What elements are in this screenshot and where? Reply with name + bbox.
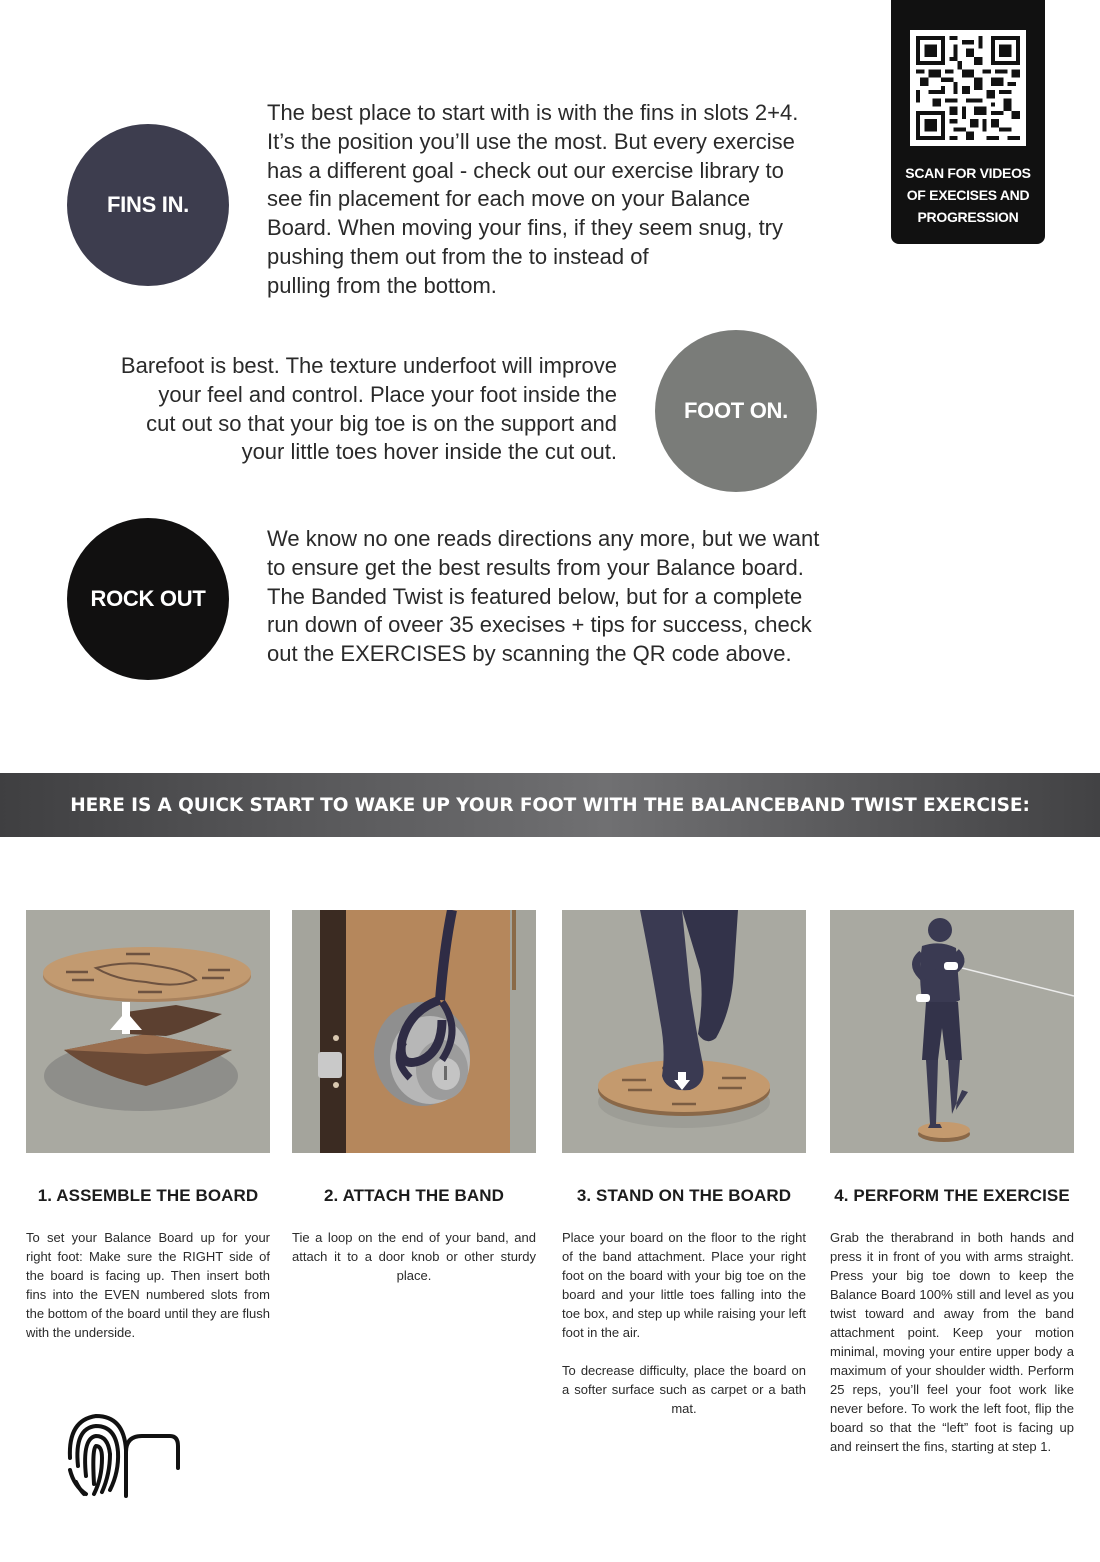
rock-out-badge: ROCK OUT <box>67 518 229 680</box>
step-paragraph: To decrease difficulty, place the board on a softer surface such as carpet or a bath mat. <box>562 1363 806 1416</box>
text-line: out the EXERCISES by scanning the QR code above. <box>267 641 792 667</box>
text-line: pulling from the bottom. <box>267 272 497 298</box>
qr-card <box>891 0 1045 244</box>
text-line: We know no one reads directions any more, but we want <box>267 526 820 551</box>
quick-start-banner <box>0 773 1100 837</box>
step-1-body <box>26 1228 270 1342</box>
qr-code[interactable] <box>910 30 1026 146</box>
qr-caption-line: PROGRESSION <box>917 209 1019 225</box>
text-line: see fin placement for each move on your Balance <box>267 186 751 212</box>
step-3-body <box>562 1228 806 1418</box>
step-paragraph: Grab the therabrand in both hands and press it in front of you with arms straight. Press your big toe down to keep the Balance Board 100% still and level as you twist toward and away from the band attachment point. Keep your motion minimal, moving your entire upper body a maximum of your shoulder width. Perform 25 reps, you’ll feel your foot work like never before. To work the left foot, flip the board so that the “left” foot is facing up and reinsert the fins, starting at step 1. <box>830 1230 1074 1454</box>
step-paragraph: Tie a loop on the end of your band, and attach it to a door knob or other sturdy place. <box>292 1230 536 1283</box>
text-line: The best place to start with is with the fins in slots 2+4. <box>267 100 799 125</box>
text-line: to ensure get the best results from your Balance board. <box>267 554 804 580</box>
attach-band-illustration <box>292 910 536 1153</box>
qr-code-icon <box>916 36 1020 140</box>
text-line: It’s the position you’ll use the most. But every exercise <box>267 128 795 154</box>
step-2-body <box>292 1228 536 1285</box>
foot-on-badge: FOOT ON. <box>655 330 817 492</box>
text-line: has a different goal - check out our exercise library to <box>267 157 784 183</box>
text-line: Barefoot is best. The texture underfoot will improve <box>120 353 617 378</box>
step-3-title: 3. STAND ON THE BOARD <box>576 1186 792 1205</box>
step-2-title: 2. ATTACH THE BAND <box>324 1186 504 1205</box>
rock-out-text <box>267 525 819 669</box>
text-line: your little toes hover inside the cut out. <box>241 439 617 465</box>
text-line: pushing them out from the to instead of <box>267 243 649 269</box>
text-line: Board. When moving your fins, if they seem snug, try <box>267 215 784 241</box>
qr-caption-line: SCAN FOR VIDEOS <box>905 165 1031 181</box>
assemble-board-illustration <box>26 910 270 1153</box>
fingerprint-logo-icon <box>64 1412 182 1498</box>
perform-exercise-illustration <box>830 910 1074 1153</box>
qr-caption <box>891 162 1045 228</box>
stand-on-board-illustration <box>562 910 806 1153</box>
banner-text: HERE IS A QUICK START TO WAKE UP YOUR FOOT WITH THE BALANCEBAND TWIST EXERCISE: <box>70 794 1030 816</box>
step-paragraph: Place your board on the floor to the right of the band attachment. Place your right foot on the board with your big toe on the board and your little toes falling into the toe box, and step up while raising your left foot in the air. <box>562 1230 806 1340</box>
foot-on-text <box>90 352 617 467</box>
fins-in-badge: FINS IN. <box>67 124 229 286</box>
step-4-body <box>830 1228 1074 1456</box>
qr-caption-line: OF EXECISES AND <box>906 187 1030 203</box>
fins-in-text <box>267 99 798 301</box>
text-line: run down of oveer 35 execises + tips for success, check <box>267 612 812 638</box>
step-4-title: 4. PERFORM THE EXERCISE <box>834 1186 1070 1205</box>
brand-logo <box>64 1412 182 1498</box>
step-paragraph: To set your Balance Board up for your right foot: Make sure the RIGHT side of the board is facing up. Then insert both fins into the EVEN numbered slots from the bottom of the board until they are flush with the underside. <box>26 1230 270 1340</box>
step-1-title: 1. ASSEMBLE THE BOARD <box>37 1186 259 1205</box>
text-line: The Banded Twist is featured below, but for a complete <box>267 583 803 609</box>
text-line: your feel and control. Place your foot inside the <box>158 381 617 407</box>
text-line: cut out so that your big toe is on the support and <box>146 410 617 436</box>
